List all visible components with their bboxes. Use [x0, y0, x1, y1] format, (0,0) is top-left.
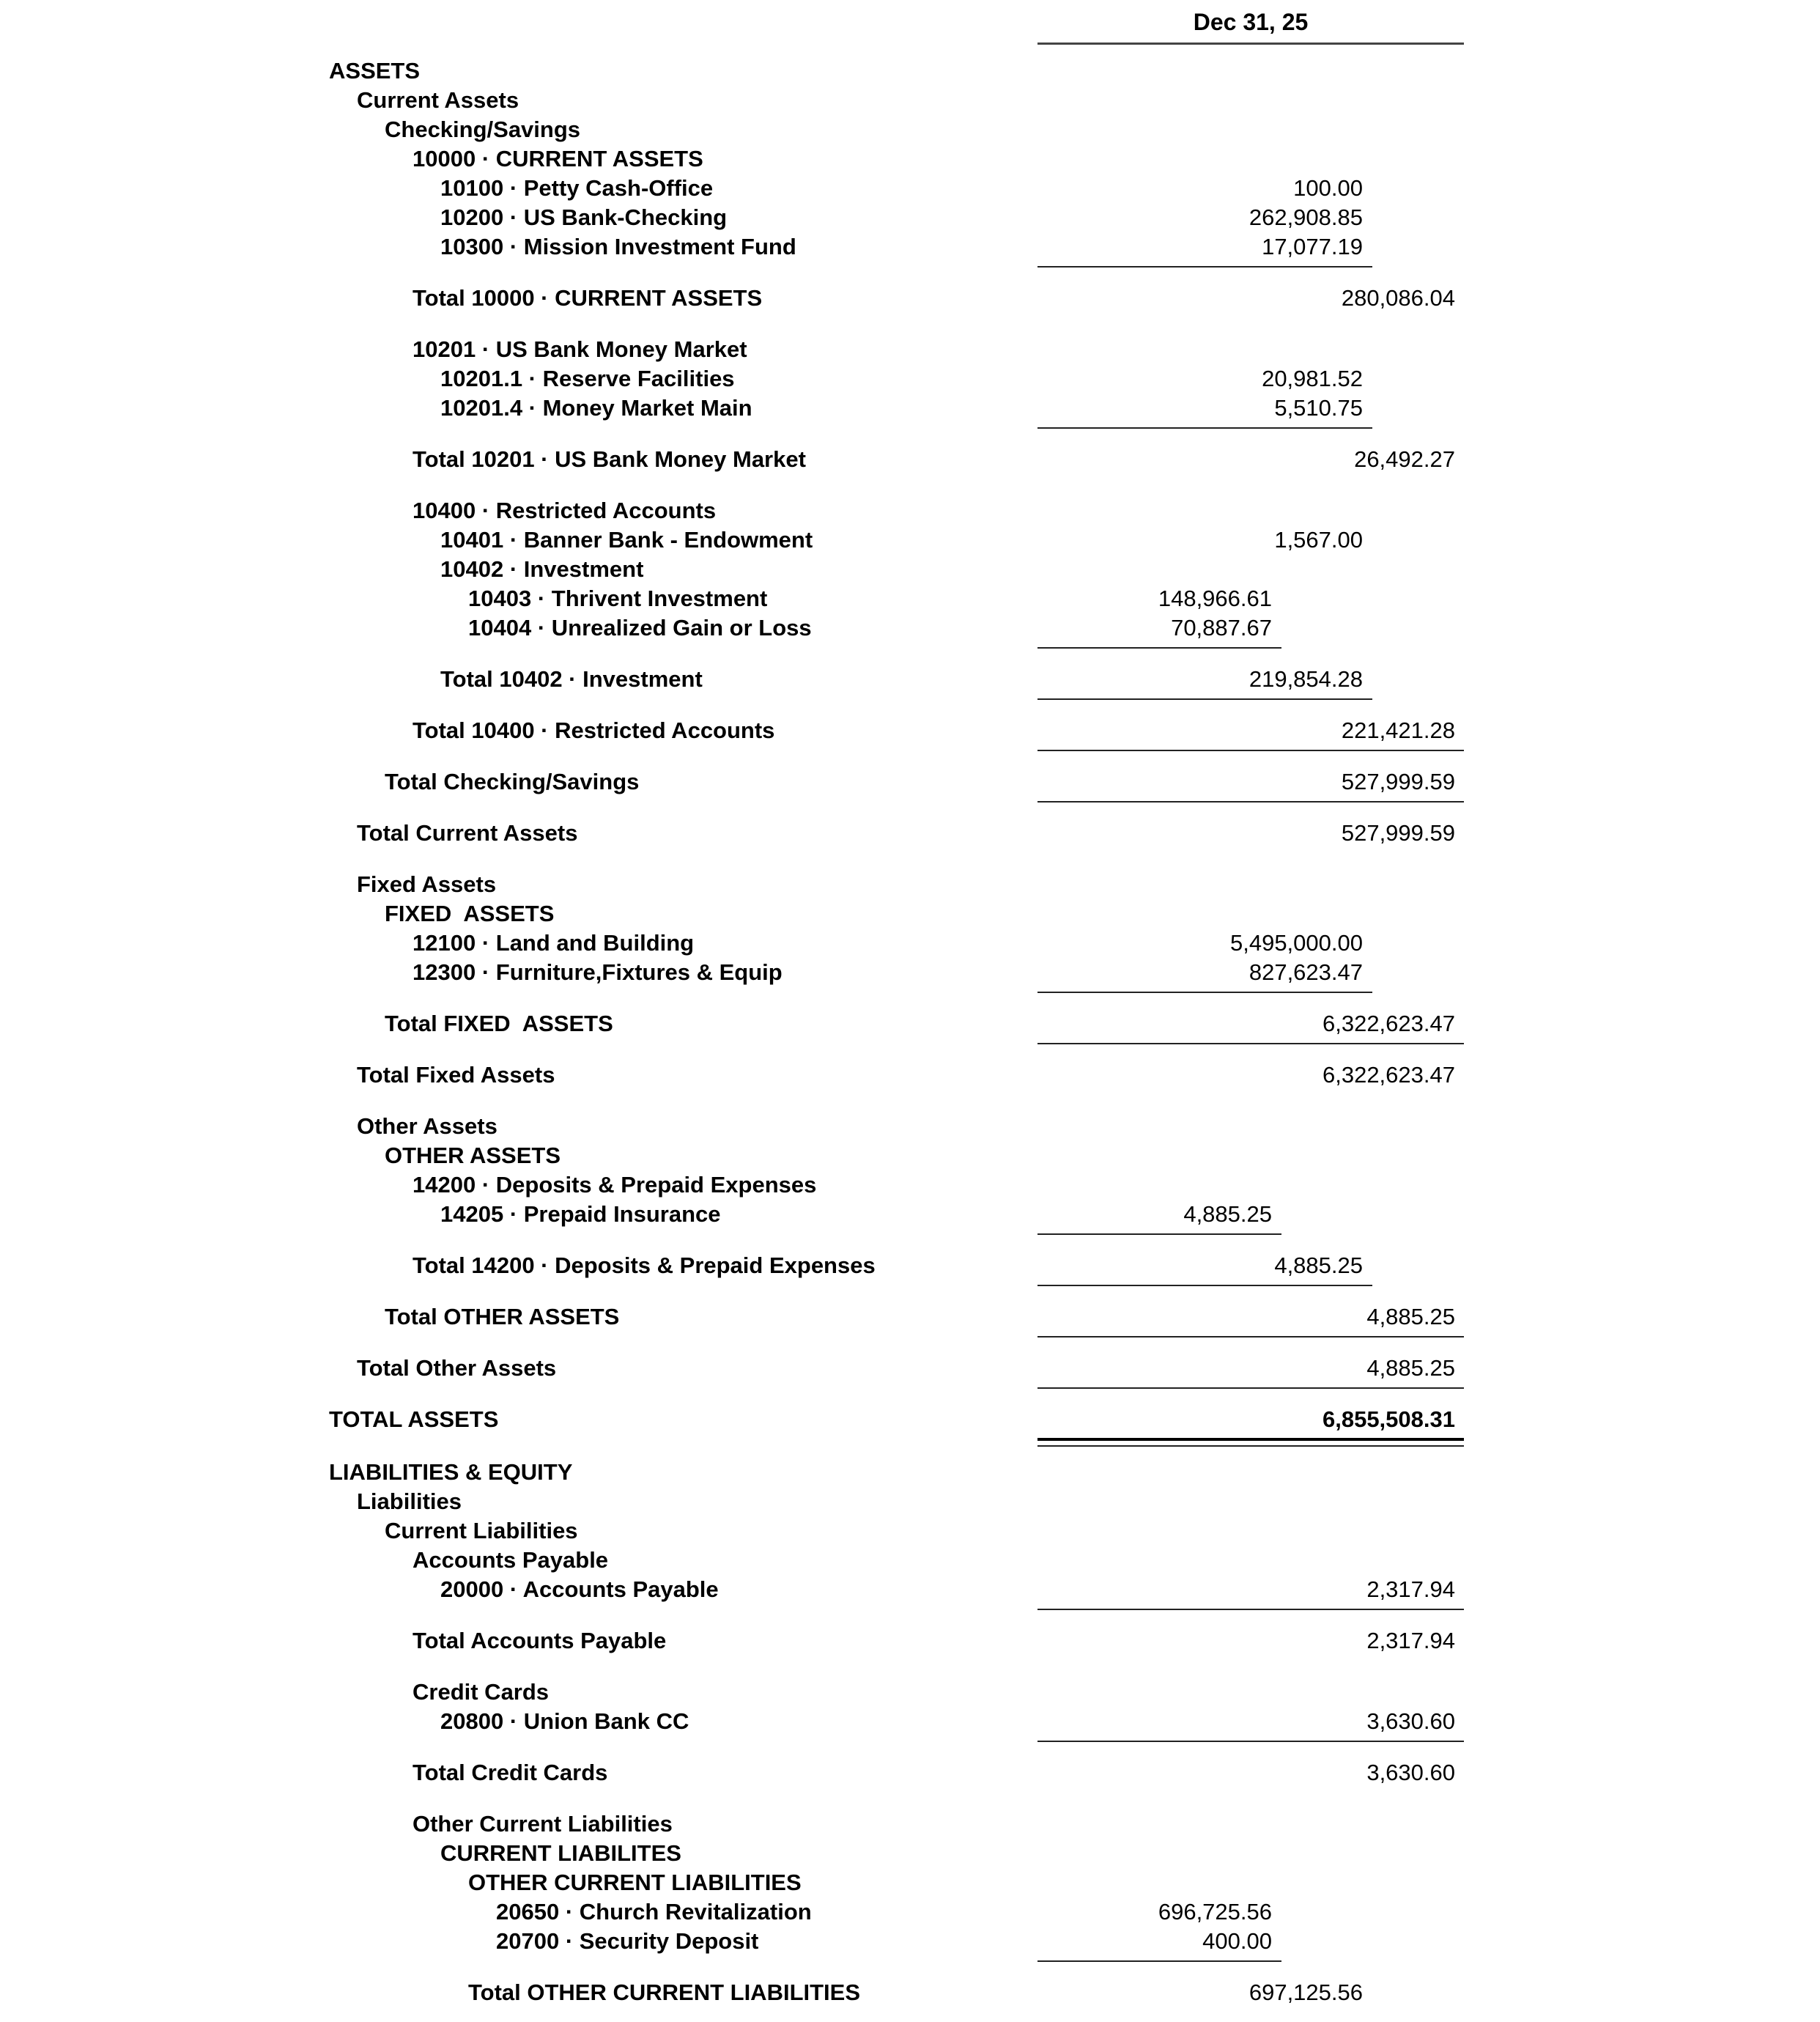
row-amount: 3,630.60 [1366, 1708, 1455, 1734]
row-label: Total OTHER CURRENT LIABILITIES [468, 1979, 861, 2005]
section-header-row [0, 1868, 1820, 1897]
account-row [0, 1897, 1820, 1927]
subtotal-rule [1037, 1043, 1464, 1044]
subtotal-rule [1037, 1336, 1464, 1337]
account-row [0, 958, 1820, 987]
section-header-row [0, 1809, 1820, 1839]
row-label: CURRENT LIABILITES [440, 1840, 681, 1866]
section-header-row [0, 1839, 1820, 1868]
row-label: 10404 · Unrealized Gain or Loss [468, 615, 812, 641]
subtotal-rule [1037, 1285, 1372, 1286]
section-header-row [0, 870, 1820, 899]
row-amount: 827,623.47 [1249, 959, 1363, 985]
row-label: Liabilities [357, 1488, 462, 1514]
row-label: Total Accounts Payable [413, 1628, 667, 1653]
total-row [0, 284, 1820, 313]
account-row [0, 203, 1820, 232]
row-amount: 2,317.94 [1366, 1628, 1455, 1653]
row-label: 10403 · Thrivent Investment [468, 586, 768, 611]
row-label: Accounts Payable [413, 1547, 609, 1573]
row-label: 10100 · Petty Cash-Office [440, 175, 714, 201]
section-header-row [0, 1678, 1820, 1707]
row-label: Other Current Liabilities [413, 1811, 673, 1837]
row-amount: 17,077.19 [1262, 234, 1363, 259]
row-label: 20700 · Security Deposit [496, 1928, 759, 1954]
row-amount: 400.00 [1202, 1928, 1272, 1954]
double-rule-thick [1037, 1438, 1464, 1441]
section-header-row [0, 56, 1820, 86]
row-label: Total 14200 · Deposits & Prepaid Expenses [413, 1252, 876, 1278]
section-header-row [0, 1487, 1820, 1516]
subtotal-rule [1037, 1233, 1281, 1235]
row-label: Total Other Assets [357, 1355, 557, 1381]
row-label: Total Current Assets [357, 820, 578, 846]
account-row [0, 1575, 1820, 1604]
total-row [0, 767, 1820, 797]
total-row [0, 1302, 1820, 1332]
row-amount: 696,725.56 [1158, 1899, 1272, 1925]
total-row [0, 1251, 1820, 1280]
row-label: Checking/Savings [385, 117, 581, 142]
account-row [0, 364, 1820, 394]
subtotal-rule [1037, 427, 1372, 429]
total-row [0, 445, 1820, 474]
section-header-row [0, 86, 1820, 115]
row-amount: 697,125.56 [1249, 1979, 1363, 2005]
section-header-row [0, 335, 1820, 364]
row-label: LIABILITIES & EQUITY [329, 1459, 573, 1485]
subtotal-rule [1037, 1387, 1464, 1389]
total-row [0, 665, 1820, 694]
row-label: 20000 · Accounts Payable [440, 1576, 719, 1602]
row-label: 20650 · Church Revitalization [496, 1899, 812, 1925]
row-amount: 262,908.85 [1249, 204, 1363, 230]
subtotal-rule [1037, 266, 1372, 267]
section-header-row [0, 1516, 1820, 1546]
row-amount: 5,495,000.00 [1229, 930, 1363, 956]
row-label: OTHER CURRENT LIABILITIES [468, 1870, 802, 1895]
total-row [0, 1405, 1820, 1434]
row-amount: 527,999.59 [1341, 769, 1455, 794]
row-label: FIXED ASSETS [385, 901, 555, 926]
section-header-row [0, 555, 1820, 584]
report-rows [0, 56, 1820, 2007]
row-amount: 6,855,508.31 [1322, 1406, 1455, 1432]
section-header-row [0, 1112, 1820, 1141]
row-label: Total FIXED ASSETS [385, 1011, 613, 1036]
subtotal-rule [1037, 992, 1372, 993]
row-amount: 6,322,623.47 [1322, 1062, 1455, 1088]
total-row [0, 1354, 1820, 1383]
total-row [0, 1626, 1820, 1656]
row-label: Total Fixed Assets [357, 1062, 555, 1088]
section-header-row [0, 496, 1820, 525]
row-label: Total 10400 · Restricted Accounts [413, 717, 775, 743]
section-header-row [0, 899, 1820, 929]
row-amount: 4,885.25 [1366, 1304, 1455, 1329]
row-label: 10201.4 · Money Market Main [440, 395, 752, 421]
section-header-row [0, 144, 1820, 174]
section-header-row [0, 1546, 1820, 1575]
row-amount: 148,966.61 [1158, 586, 1272, 611]
row-label: 10400 · Restricted Accounts [413, 498, 717, 523]
account-row [0, 1707, 1820, 1736]
account-row [0, 584, 1820, 613]
row-label: Current Liabilities [385, 1518, 578, 1543]
account-row [0, 613, 1820, 643]
row-label: TOTAL ASSETS [329, 1406, 499, 1432]
row-label: Credit Cards [413, 1679, 550, 1705]
row-label: 12100 · Land and Building [413, 930, 695, 956]
row-label: Fixed Assets [357, 871, 497, 897]
account-row [0, 929, 1820, 958]
total-row [0, 1009, 1820, 1038]
row-amount: 1,567.00 [1274, 527, 1363, 553]
row-amount: 3,630.60 [1366, 1760, 1455, 1785]
column-header-date: Dec 31, 25 [1193, 9, 1309, 35]
row-label: Total Credit Cards [413, 1760, 608, 1785]
row-amount: 527,999.59 [1341, 820, 1455, 846]
row-label: 10201.1 · Reserve Facilities [440, 366, 735, 391]
row-label: Total 10402 · Investment [440, 666, 703, 692]
total-row [0, 1758, 1820, 1787]
total-row [0, 819, 1820, 848]
row-label: ASSETS [329, 58, 421, 84]
row-label: Total 10000 · CURRENT ASSETS [413, 285, 763, 311]
account-row [0, 1200, 1820, 1229]
row-label: 20800 · Union Bank CC [440, 1708, 689, 1734]
subtotal-rule [1037, 1960, 1281, 1962]
section-header-row [0, 115, 1820, 144]
double-rule-thin [1037, 1445, 1464, 1447]
account-row [0, 394, 1820, 423]
account-row [0, 525, 1820, 555]
row-label: 10201 · US Bank Money Market [413, 336, 747, 362]
row-amount: 4,885.25 [1183, 1201, 1272, 1227]
subtotal-rule [1037, 750, 1464, 751]
row-label: Other Assets [357, 1113, 497, 1139]
row-amount: 4,885.25 [1366, 1355, 1455, 1381]
row-label: Current Assets [357, 87, 519, 113]
row-label: 10200 · US Bank-Checking [440, 204, 728, 230]
subtotal-rule [1037, 647, 1281, 649]
total-row [0, 1978, 1820, 2007]
section-header-row [0, 1458, 1820, 1487]
row-amount: 6,322,623.47 [1322, 1011, 1455, 1036]
row-amount: 280,086.04 [1341, 285, 1455, 311]
row-amount: 26,492.27 [1354, 446, 1455, 472]
total-row [0, 1060, 1820, 1090]
column-header-rule [1037, 43, 1464, 45]
row-label: 10000 · CURRENT ASSETS [413, 146, 703, 171]
row-amount: 221,421.28 [1341, 717, 1455, 743]
row-label: Total 10201 · US Bank Money Market [413, 446, 806, 472]
row-amount: 5,510.75 [1274, 395, 1363, 421]
section-header-row [0, 1141, 1820, 1170]
row-label: Total OTHER ASSETS [385, 1304, 620, 1329]
row-label: 12300 · Furniture,Fixtures & Equip [413, 959, 783, 985]
row-amount: 70,887.67 [1171, 615, 1272, 641]
row-label: 14200 · Deposits & Prepaid Expenses [413, 1172, 817, 1198]
total-row [0, 716, 1820, 745]
row-label: 10401 · Banner Bank - Endowment [440, 527, 813, 553]
row-label: 14205 · Prepaid Insurance [440, 1201, 721, 1227]
account-row [0, 1927, 1820, 1956]
row-label: Total Checking/Savings [385, 769, 640, 794]
subtotal-rule [1037, 1609, 1464, 1610]
row-amount: 219,854.28 [1249, 666, 1363, 692]
subtotal-rule [1037, 1741, 1464, 1742]
subtotal-rule [1037, 698, 1372, 700]
row-label: 10300 · Mission Investment Fund [440, 234, 796, 259]
section-header-row [0, 1170, 1820, 1200]
subtotal-rule [1037, 801, 1464, 802]
account-row [0, 174, 1820, 203]
row-amount: 100.00 [1293, 175, 1363, 201]
row-amount: 4,885.25 [1274, 1252, 1363, 1278]
row-label: 10402 · Investment [440, 556, 644, 582]
account-row [0, 232, 1820, 262]
row-label: OTHER ASSETS [385, 1143, 561, 1168]
row-amount: 2,317.94 [1366, 1576, 1455, 1602]
row-amount: 20,981.52 [1262, 366, 1363, 391]
